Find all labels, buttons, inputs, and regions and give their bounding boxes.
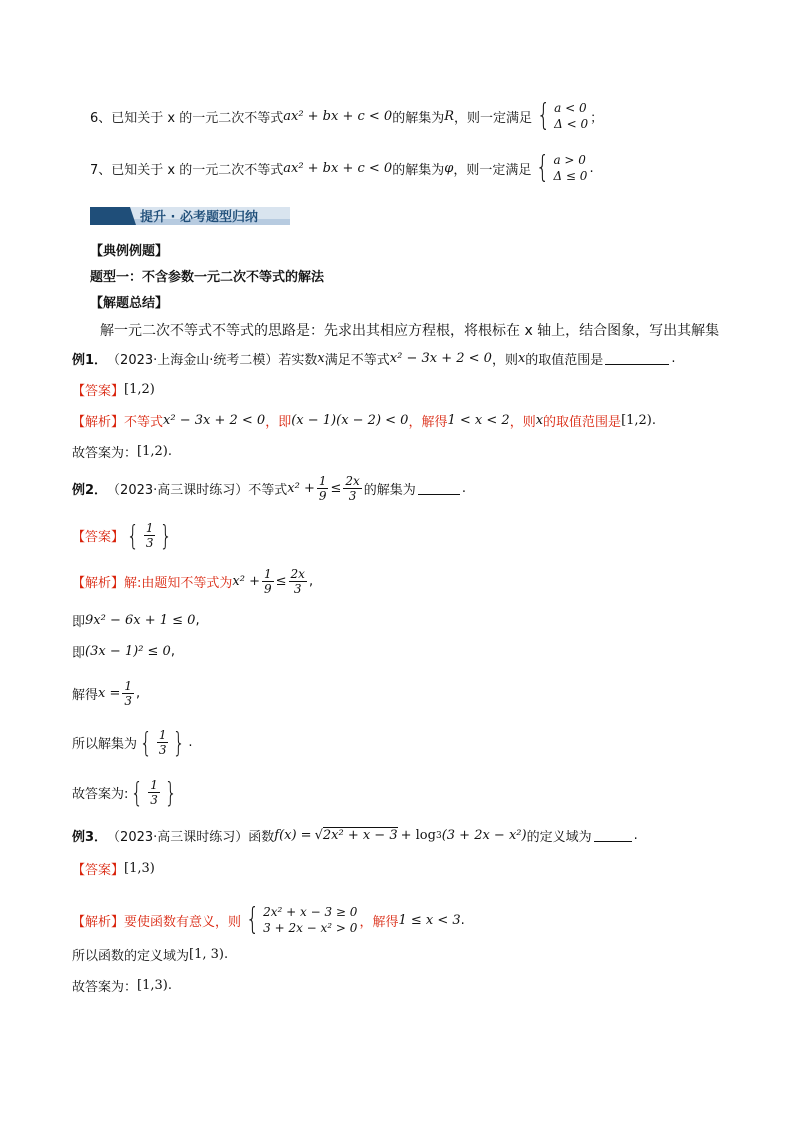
step-4: [72, 725, 193, 759]
fraction-denominator: 3: [145, 536, 154, 550]
step-punct: .: [188, 735, 193, 750]
fraction-numerator: 1: [263, 567, 272, 581]
fact-6-cond-1: a < 0: [554, 101, 587, 115]
example-3-answer-value: [1,3): [124, 861, 155, 876]
answer-set: { $\frac{1}{3}$ }: [131, 775, 178, 809]
example-1-post: ，则: [491, 353, 518, 368]
step-2: [72, 642, 175, 661]
analysis-text: ，即: [265, 415, 292, 430]
fraction-numerator: 1: [318, 474, 327, 488]
final-end: .: [167, 444, 172, 459]
step-punct: ,: [170, 644, 175, 659]
condition-system: { 2x² + x − 3 ≥ 0 3 + 2x − x² > 0: [245, 902, 358, 937]
final-label: 故答案为：: [72, 446, 138, 461]
step-text: 即: [72, 615, 86, 630]
step-punct: ,: [136, 686, 141, 701]
answer-set: { $\frac{1}{3}$ }: [139, 725, 186, 759]
final-end: .: [167, 978, 172, 993]
sqrt-body: 2x² + x − 3: [322, 828, 398, 843]
fraction-numerator: 2x: [290, 567, 305, 581]
fact-7-system: { a > 0 Δ ≤ 0: [536, 150, 588, 185]
analysis-math: x² +: [232, 574, 260, 589]
fraction-numerator: 1: [145, 521, 154, 535]
fact-7-cond-1: a > 0: [553, 153, 586, 167]
fact-7: [90, 152, 594, 184]
analysis-text: ，则: [509, 415, 536, 430]
summary-text: 解一元二次不等式不等式的思路是：先求出其相应方程根，将根标在 x 轴上，结合图象，写出其解集: [100, 323, 720, 339]
answer-blank: [605, 352, 669, 365]
summary-heading: 【解题总结】: [90, 296, 169, 311]
example-2-end: .: [461, 481, 466, 496]
analysis-punct: .: [460, 912, 465, 928]
log: + log: [400, 828, 436, 843]
fact-7-pre: 7、已知关于 x 的一元二次不等式: [90, 162, 284, 178]
example-1-post2: 的取值范围是: [525, 353, 604, 368]
answer-set: { $\frac{1}{3}$ }: [126, 518, 173, 552]
analysis-text: ，解得: [408, 415, 448, 430]
example-1-ineq: x² − 3x + 2 < 0: [389, 351, 492, 366]
fraction-denominator: 3: [150, 793, 158, 807]
fraction-denominator: 3: [293, 582, 302, 596]
analysis-math: (x − 1)(x − 2) < 0: [291, 413, 409, 428]
step-text: 解得: [72, 688, 99, 703]
fact-6-pre: 6、已知关于 x 的一元二次不等式: [90, 110, 284, 126]
example-3-domain: [72, 945, 228, 964]
example-1-analysis: [72, 411, 656, 430]
fraction-denominator: 9: [318, 489, 327, 503]
fact-7-cond-2: Δ ≤ 0: [553, 169, 588, 183]
step-math: x =: [98, 686, 121, 701]
example-1-mid: 满足不等式: [324, 353, 390, 368]
step-text: 所以解集为: [72, 737, 138, 752]
fact-7-end: .: [589, 160, 594, 176]
example-1-source: （2023·上海金山·统考二模）若实数: [107, 353, 318, 368]
fraction-numerator: 1: [150, 778, 158, 792]
analysis-text: ，解得: [359, 914, 399, 930]
answer-tag: 【答案】: [72, 863, 125, 878]
example-1-var: x: [317, 351, 325, 366]
fraction: [289, 567, 307, 596]
fraction-numerator: 1: [158, 728, 167, 742]
type-1-heading: 题型一：不含参数一元二次不等式的解法: [90, 270, 325, 285]
step-math: 9x² − 6x + 1 ≤ 0: [85, 613, 196, 628]
example-2: [72, 474, 466, 503]
example-3-post: 的定义域为: [526, 830, 592, 845]
example-3-source: （2023·高三课时练习）函数: [107, 830, 275, 845]
fact-6-set: R: [444, 108, 455, 124]
final-label: 故答案为:: [72, 787, 129, 802]
section-banner: [90, 203, 290, 227]
fraction: [262, 567, 274, 596]
example-1-answer: [72, 380, 155, 399]
banner-title: 提升 · 必考题型归纳: [140, 210, 258, 225]
example-2-final: [72, 775, 180, 809]
fact-6-cond-2: Δ < 0: [554, 117, 589, 131]
condition-1: 2x² + x − 3 ≥ 0: [263, 905, 358, 919]
answer-blank: [594, 829, 632, 842]
fraction-numerator: 1: [124, 679, 133, 693]
fact-6-ineq: ax² + bx + c < 0: [283, 108, 393, 124]
fraction-denominator: 9: [263, 582, 272, 596]
fact-6-end: ；: [590, 110, 604, 126]
example-1-label: 例1．: [72, 353, 108, 368]
fraction: [317, 474, 329, 503]
fact-6-mid: 的解集为: [392, 110, 445, 126]
domain-text: 所以函数的定义域为: [72, 949, 190, 964]
fact-6-system: { a < 0 Δ < 0: [536, 98, 589, 133]
function-name: f(x) =: [274, 828, 312, 843]
domain-end: .: [223, 947, 229, 962]
fact-7-post: ，则一定满足: [453, 162, 532, 178]
step-math: (3x − 1)² ≤ 0: [85, 644, 171, 659]
final-value: [1,2): [137, 444, 168, 459]
example-2-source: （2023·高三课时练习）不等式: [107, 483, 288, 498]
math-relation: ≤: [275, 574, 287, 589]
log-base: 3: [435, 830, 442, 841]
domain-value: [1, 3): [189, 947, 224, 962]
example-2-answer: [72, 518, 175, 552]
analysis-tag: 【解析】: [72, 576, 125, 591]
fraction: [343, 474, 361, 503]
example-1-final: [72, 442, 172, 461]
analysis-punct: ,: [308, 574, 314, 589]
step-punct: ,: [195, 613, 200, 628]
fact-7-mid: 的解集为: [392, 162, 445, 178]
sqrt: √2x² + x − 3: [314, 828, 398, 843]
fraction-denominator: 3: [124, 694, 133, 708]
log-argument: (3 + 2x − x²): [441, 828, 527, 843]
fact-6-post: ，则一定满足: [454, 110, 533, 126]
analysis-math: 1 ≤ x < 3: [398, 912, 461, 928]
math-lhs: x² +: [287, 481, 315, 496]
analysis-math: x² − 3x + 2 < 0: [163, 413, 266, 428]
example-1-var-2: x: [517, 351, 526, 366]
example-3-answer: [72, 859, 155, 878]
fraction: [122, 679, 134, 708]
fact-6: [90, 100, 603, 132]
analysis-math: x: [535, 413, 544, 428]
typical-examples-heading: 【典例例题】: [90, 244, 169, 259]
analysis-text: 不等式: [124, 415, 164, 430]
fact-7-ineq: ax² + bx + c < 0: [283, 160, 393, 176]
analysis-tag: 【解析】: [72, 914, 125, 930]
math-relation: ≤: [330, 481, 342, 496]
final-label: 故答案为：: [72, 980, 138, 995]
answer-blank: [418, 482, 460, 495]
example-3-end: .: [633, 828, 638, 843]
step-3: [72, 679, 140, 708]
example-2-analysis: [72, 567, 313, 596]
fraction-numerator: 2x: [345, 474, 360, 488]
example-3-label: 例3．: [72, 830, 108, 845]
step-text: 即: [72, 646, 86, 661]
fact-7-set: φ: [444, 160, 454, 176]
analysis-text: 解:由题知不等式为: [124, 576, 233, 591]
condition-2: 3 + 2x − x² > 0: [263, 921, 358, 935]
example-3: [72, 826, 638, 845]
example-3-analysis: [72, 904, 465, 936]
analysis-math: 1 < x < 2: [447, 413, 510, 428]
analysis-text: 要使函数有意义，则: [124, 914, 242, 930]
example-2-post: 的解集为: [363, 483, 416, 498]
step-1: [72, 611, 200, 630]
fraction-denominator: 3: [348, 489, 357, 503]
fraction-denominator: 3: [158, 743, 167, 757]
answer-tag: 【答案】: [72, 384, 125, 399]
example-1-end: .: [671, 351, 676, 366]
analysis-text: .: [651, 413, 657, 428]
example-2-label: 例2．: [72, 483, 108, 498]
example-3-final: [72, 976, 172, 995]
analysis-math: [1,2): [621, 413, 652, 428]
analysis-text: 的取值范围是: [543, 415, 622, 430]
analysis-tag: 【解析】: [72, 415, 125, 430]
example-1-answer-value: [1,2): [124, 382, 155, 397]
example-1: [72, 349, 675, 368]
answer-tag: 【答案】: [72, 530, 125, 545]
final-value: [1,3): [137, 978, 168, 993]
